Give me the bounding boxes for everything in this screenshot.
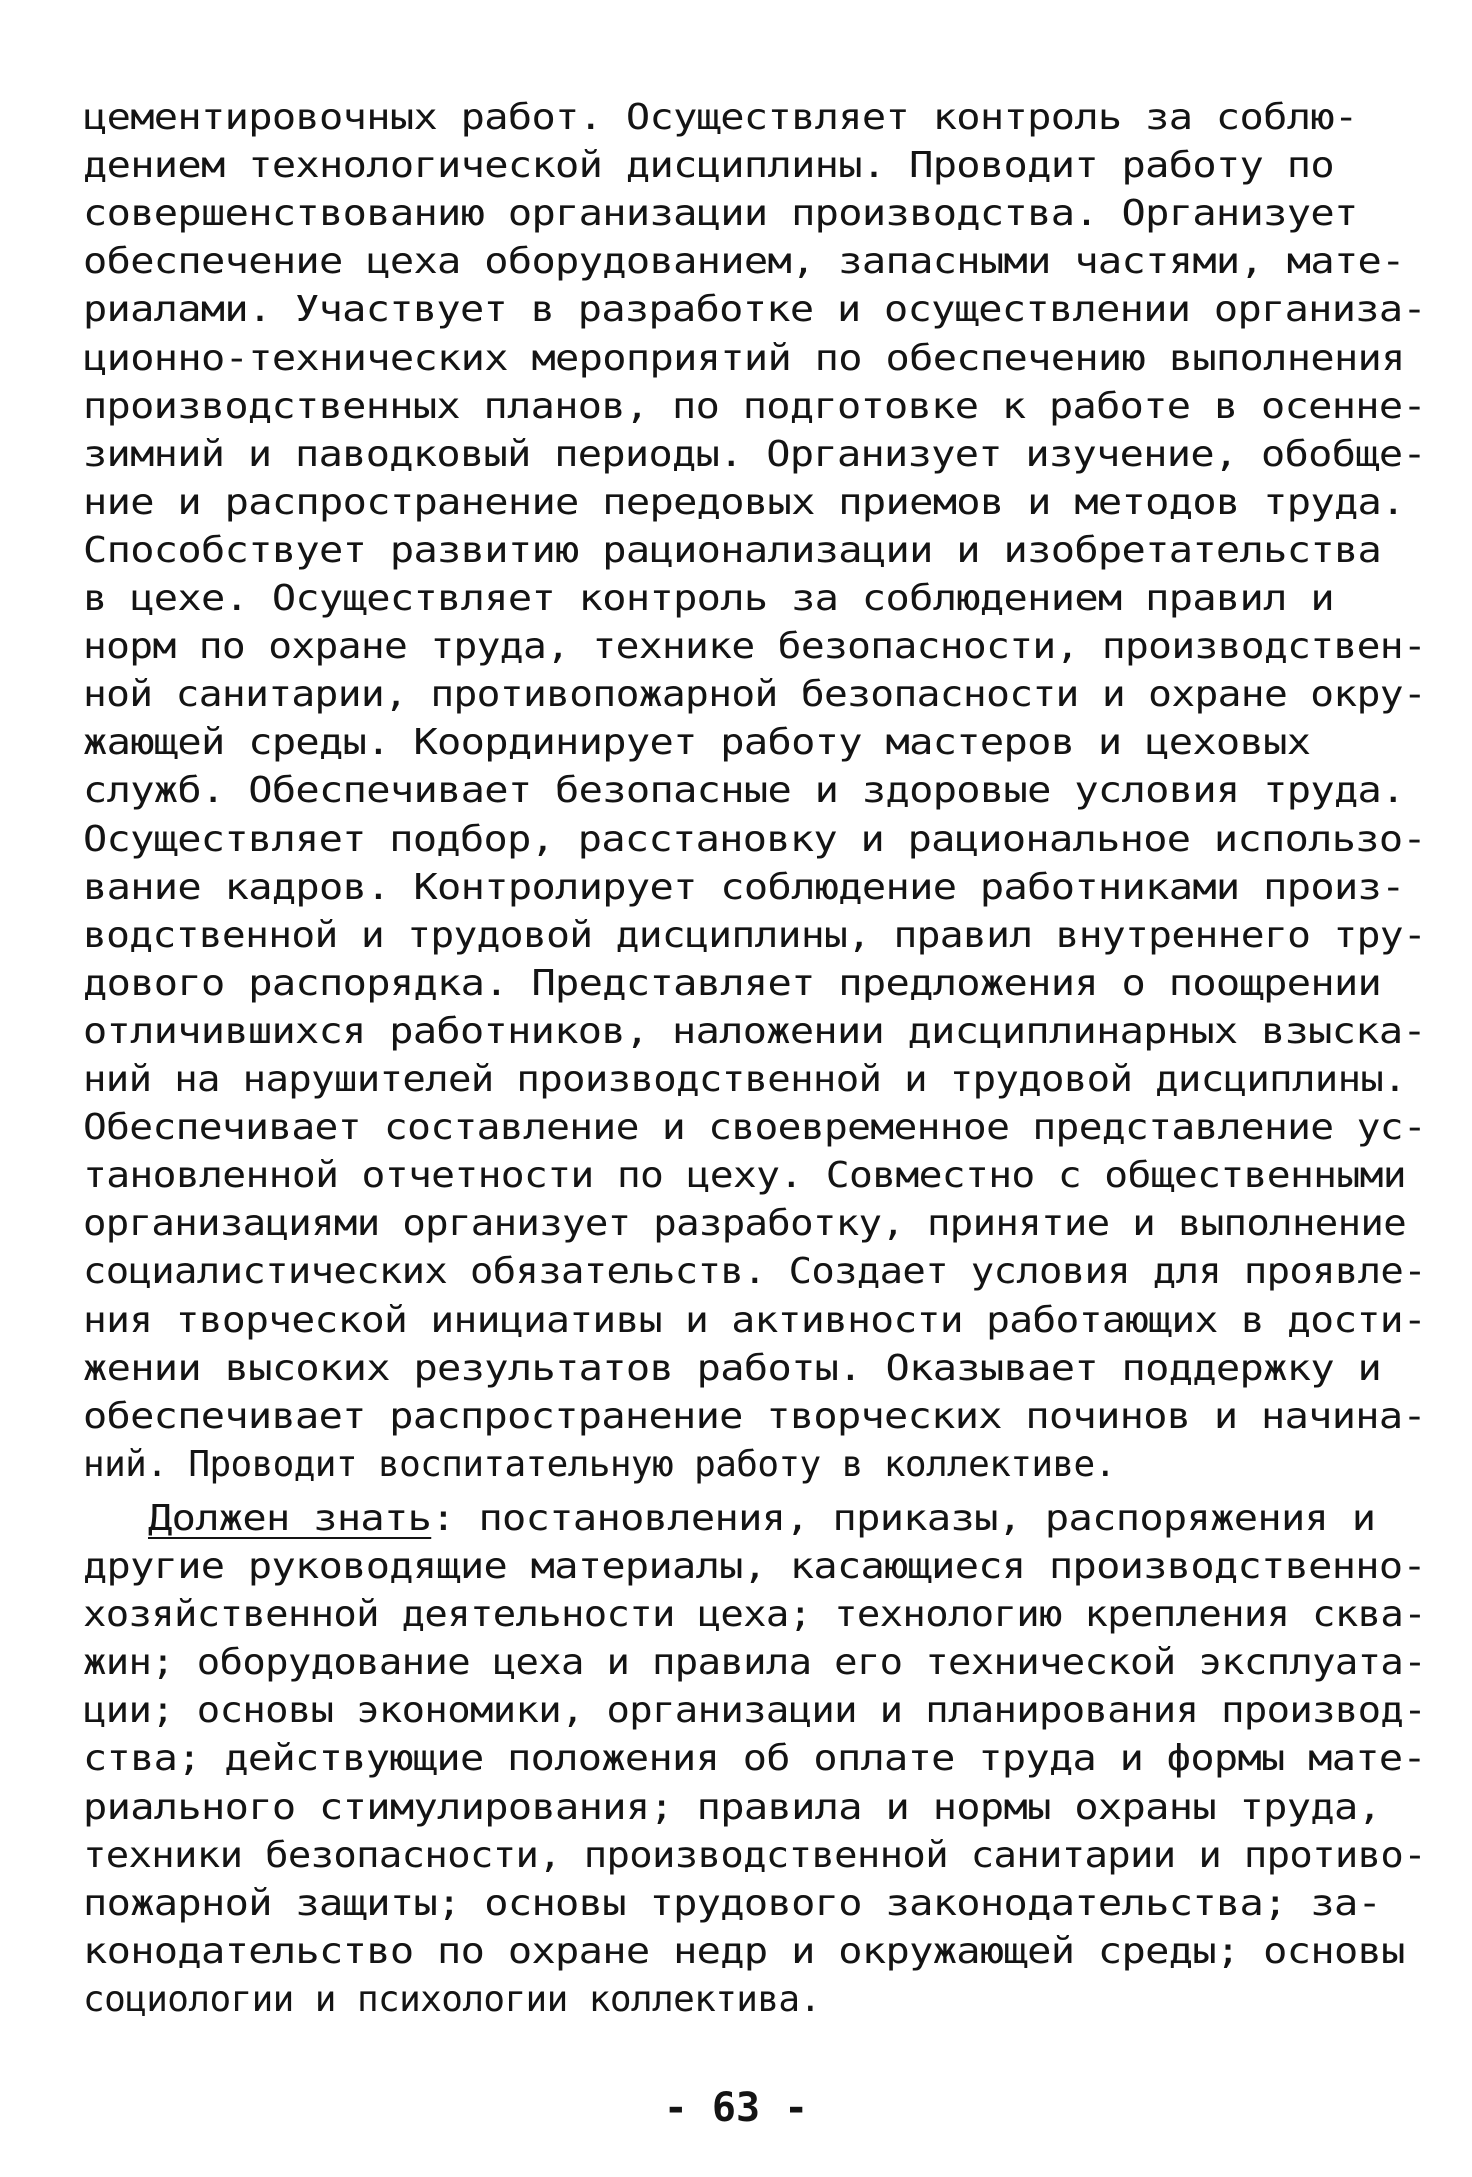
text-line: в цехе. Осуществляет контроль за соблюдением правил и [83,578,1334,619]
text-line: техники безопасности, производственной санитарии и противо- [83,1834,1426,1876]
text-line: зимний и паводковый периоды. Организует изучение, обобще- [83,433,1426,475]
heading-colon: : [431,1497,455,1539]
text-line: дением технологической дисциплины. Проводит работу по [83,145,1334,187]
text-line: водственной и трудовой дисциплины, правил внутреннего тру- [83,914,1427,956]
text-line: социалистических обязательств. Создает условия для проявле- [83,1251,1426,1293]
text-line: ства; действующие положения об оплате труда и формы мате- [83,1738,1426,1780]
text-line: риалами. Участвует в разработке и осуществлении организа- [83,289,1426,331]
text-line: другие руководящие материалы, касающиеся производственно- [83,1546,1426,1587]
must-know-heading: Должен знать [148,1497,432,1539]
text-line: риального стимулирования; правила и нормы охраны труда, [83,1786,1382,1828]
text-line: служб. Обеспечивает безопасные и здоровые условия труда. [83,770,1405,812]
text-line: ний. Проводит воспитательную работу в коллективе. [83,1443,1116,1485]
text-line: пожарной защиты; основы трудового законодательства; за- [83,1882,1382,1924]
text-line: производственных планов, по подготовке к работе в осенне- [83,385,1426,427]
text-line: ной санитарии, противопожарной безопасности и охране окру- [83,674,1427,716]
text-line: жении высоких результатов работы. Оказывает поддержку и [83,1347,1382,1389]
text-line: цементировочных работ. Осуществляет контроль за соблю- [83,97,1358,138]
text-line: конодательство по охране недр и окружающей среды; основы [83,1930,1405,1972]
text-line: организациями организует разработку, принятие и выполнение [83,1203,1407,1245]
text-line: социологии и психологии коллектива. [83,1978,821,2020]
text-line: вание кадров. Контролирует соблюдение работниками произ- [83,866,1405,908]
text-line: ние и распространение передовых приемов и методов труда. [83,481,1405,523]
text-line: жин; оборудование цеха и правила его технической эксплуата- [83,1642,1426,1684]
text-line: норм по охране труда, технике безопасности, производствен- [83,626,1427,668]
text-line: Обеспечивает составление и своевременное представление ус- [83,1107,1427,1149]
text-line: жающей среды. Координирует работу мастеров и цеховых [83,722,1311,764]
heading-line-text: постановления, приказы, распоряжения и [454,1497,1376,1539]
text-line: дового распорядка. Представляет предложения о поощрении [83,962,1382,1004]
text-line: ционно-технических мероприятий по обеспечению выполнения [83,337,1405,379]
text-line: ний на нарушителей производственной и трудовой дисциплины. [83,1059,1407,1100]
text-line: обеспечивает распространение творческих починов и начина- [83,1395,1426,1437]
text-line-with-heading [148,1497,1375,1541]
text-line: ции; основы экономики, организации и планирования производ- [83,1690,1426,1732]
text-line: ния творческой инициативы и активности работающих в дости- [83,1299,1427,1341]
text-line: тановленной отчетности по цеху. Совместно с общественными [83,1155,1407,1197]
text-line: отличившихся работников, наложении дисциплинарных взыска- [83,1010,1426,1052]
text-line: Способствует развитию рационализации и изобретательства [83,529,1382,571]
text-line: совершенствованию организации производства. Организует [83,193,1358,235]
text-line: обеспечение цеха оборудованием, запасными частями, мате- [83,241,1405,283]
text-line: Осуществляет подбор, расстановку и рациональное использо- [83,818,1426,860]
text-line: хозяйственной деятельности цеха; технологию крепления сква- [83,1594,1426,1636]
page-number: - 63 - [663,2085,809,2131]
